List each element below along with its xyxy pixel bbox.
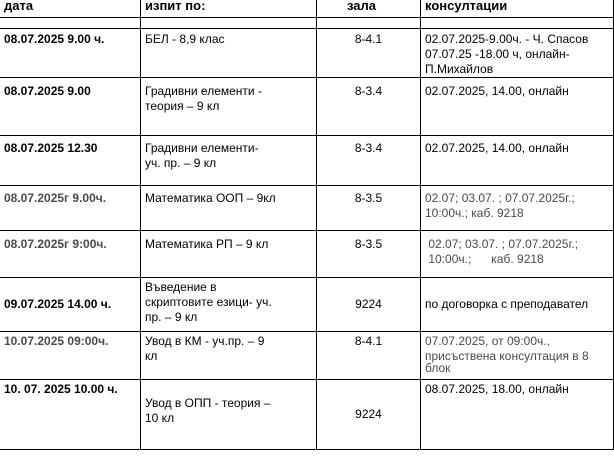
exam-date: 08.07.2025г 9:00ч. <box>0 231 141 278</box>
table-row <box>0 380 614 450</box>
exam-room: 8-4.1 <box>317 29 421 78</box>
exam-subject: Увод в ОПП - теория – 10 кл <box>141 380 317 450</box>
consultation: по договорка с преподавател <box>421 278 614 332</box>
header-room: зала <box>317 0 421 18</box>
table-row <box>0 136 614 186</box>
exam-room: 8-3.4 <box>317 78 421 136</box>
header-exam: изпит по: <box>141 0 317 18</box>
exam-date: 09.07.2025 14.00 ч. <box>0 278 141 332</box>
consultation: 02.07; 03.07. ; 07.07.2025г.; 10:00ч.; каб. 9218 <box>421 186 614 231</box>
header-row <box>0 0 614 18</box>
consultation: 02.07.2025, 14.00, онлайн <box>421 78 614 136</box>
exam-subject: Градивни елементи - теория – 9 кл <box>141 78 317 136</box>
table-row <box>0 78 614 136</box>
exam-date: 08.07.2025 9.00 ч. <box>0 29 141 78</box>
exam-date: 10. 07. 2025 10.00 ч. <box>0 380 141 450</box>
exam-subject: Математика ООП – 9кл <box>141 186 317 231</box>
spacer-row <box>0 18 614 29</box>
exam-subject: Градивни елементи- уч. пр. – 9 кл <box>141 136 317 186</box>
header-date: дата <box>0 0 141 18</box>
table-row <box>0 231 614 278</box>
exam-subject: Увод в КМ - уч.пр. – 9 кл <box>141 332 317 380</box>
exam-room: 9224 <box>317 278 421 332</box>
consultation: 07.07.2025, от 09:00ч., присъствена консултация в 8 блок <box>421 332 614 380</box>
exam-room: 8-4.1 <box>317 332 421 380</box>
exam-date: 08.07.2025 9.00 <box>0 78 141 136</box>
exam-date: 08.07.2025 12.30 <box>0 136 141 186</box>
exam-subject: Математика РП – 9 кл <box>141 231 317 278</box>
header-consultations: консултации <box>421 0 614 18</box>
table-row <box>0 278 614 332</box>
table-row <box>0 186 614 231</box>
exam-room: 9224 <box>317 380 421 450</box>
exam-date: 10.07.2025 09:00ч. <box>0 332 141 380</box>
table-row <box>0 332 614 380</box>
exam-room: 8-3.5 <box>317 186 421 231</box>
exam-date: 08.07.2025г 9.00ч. <box>0 186 141 231</box>
consultation: 02.07; 03.07. ; 07.07.2025г.; 10:00ч.; каб. 9218 <box>421 231 614 278</box>
exam-room: 8-3.5 <box>317 231 421 278</box>
consultation: 02.07.2025-9.00ч. - Ч. Спасов 07.07.25 -18.00 ч, онлайн- П.Михайлов <box>421 29 614 78</box>
exam-room: 8-3.4 <box>317 136 421 186</box>
table-row <box>0 29 614 78</box>
consultation: 08.07.2025, 18.00, онлайн <box>421 380 614 450</box>
exam-subject: БЕЛ - 8,9 клас <box>141 29 317 78</box>
consultation: 02.07.2025, 14.00, онлайн <box>421 136 614 186</box>
exam-subject: Въведение в скриптовите езици- уч. пр. – 9 кл <box>141 278 317 332</box>
